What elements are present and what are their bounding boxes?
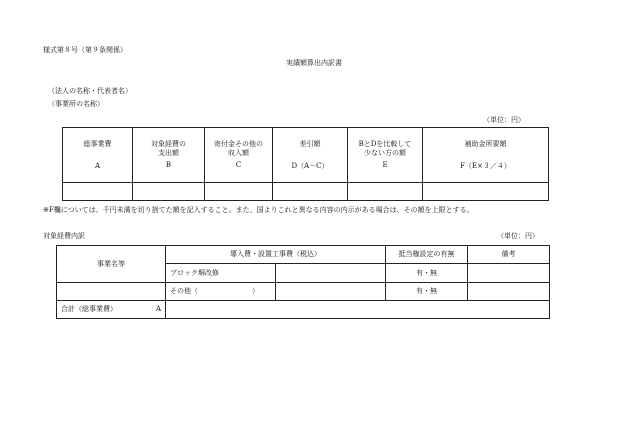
column-header-line: 総事業費 xyxy=(83,139,112,148)
row-cost-other[interactable] xyxy=(276,283,386,301)
column-letter: A xyxy=(94,161,101,170)
amount-cell-4[interactable] xyxy=(348,183,423,201)
amount-cell-5[interactable] xyxy=(423,183,549,201)
row-remarks-block-wall[interactable] xyxy=(468,264,550,283)
column-header-line: 補助金所要額 xyxy=(464,139,507,148)
mortgage-header: 抵当権設定の有無 xyxy=(386,246,468,264)
unit-label: （単位：円） xyxy=(483,116,525,124)
total-label-cell xyxy=(57,301,166,319)
column-letter: B xyxy=(165,161,172,170)
column-letter: E xyxy=(382,161,388,170)
note-text: ※F欄については、千円未満を切り捨てた額を記入すること。また、国よりこれと異なる内容の内示がある場合は、その額を上限とする。 xyxy=(43,206,474,214)
column-header-5 xyxy=(423,128,549,183)
row-name-block-wall: ブロック塀改修 xyxy=(166,264,276,283)
row-cost-block-wall[interactable] xyxy=(276,264,386,283)
column-header-0 xyxy=(63,128,133,183)
spacer xyxy=(63,149,132,158)
office-name-label: （事業所の名称） xyxy=(48,100,104,108)
row-name-other xyxy=(166,283,276,301)
unit-label-2: （単位：円） xyxy=(497,232,539,240)
document-title: 実績額算出内訳書 xyxy=(286,59,342,67)
section-title: 対象経費内訳 xyxy=(43,232,85,240)
amount-cell-2[interactable] xyxy=(205,183,273,201)
column-header-line: 差引額 xyxy=(299,139,321,148)
row-choice-block-wall[interactable]: 有・無 xyxy=(386,264,468,283)
row-remarks-other[interactable] xyxy=(468,283,550,301)
column-header-line: 収入額 xyxy=(228,148,249,157)
column-header-3 xyxy=(273,128,348,183)
amount-cell-0[interactable] xyxy=(63,183,133,201)
column-letter: D（A－C） xyxy=(291,161,329,170)
column-letter: F（E×３／４） xyxy=(460,161,511,170)
column-header-line: 寄付金その他の xyxy=(214,139,263,148)
row-blank-cell xyxy=(57,283,166,301)
column-header-line: BとDを比較して xyxy=(358,139,412,148)
other-label: その他（ xyxy=(170,287,198,296)
column-header-line: 対象経費の xyxy=(151,139,186,148)
cost-header: 導入費・設置工事費（税込） xyxy=(166,246,386,264)
other-paren-close: ） xyxy=(252,287,259,296)
column-header-line: 支出額 xyxy=(158,148,179,157)
amount-cell-3[interactable] xyxy=(273,183,348,201)
column-header-1 xyxy=(133,128,205,183)
spacer xyxy=(273,149,347,158)
row-choice-other[interactable]: 有・無 xyxy=(386,283,468,301)
project-header: 事業名等 xyxy=(57,246,166,283)
total-letter: A xyxy=(155,305,161,314)
column-letter: C xyxy=(235,161,242,170)
column-header-4 xyxy=(348,128,423,183)
column-header-line: 少ない方の額 xyxy=(364,148,406,157)
expense-breakdown-table xyxy=(56,245,550,319)
amount-cell-1[interactable] xyxy=(133,183,205,201)
calculation-table xyxy=(62,127,549,201)
spacer xyxy=(423,149,548,158)
corporation-name-label: （法人の名称・代表者名） xyxy=(48,87,132,95)
total-label: 合計（総事業費） xyxy=(61,305,117,314)
form-number: 様式第８号（第９条関係） xyxy=(43,46,127,54)
column-header-2 xyxy=(205,128,273,183)
remarks-header: 備考 xyxy=(468,246,550,264)
total-value-cell[interactable] xyxy=(166,301,550,319)
